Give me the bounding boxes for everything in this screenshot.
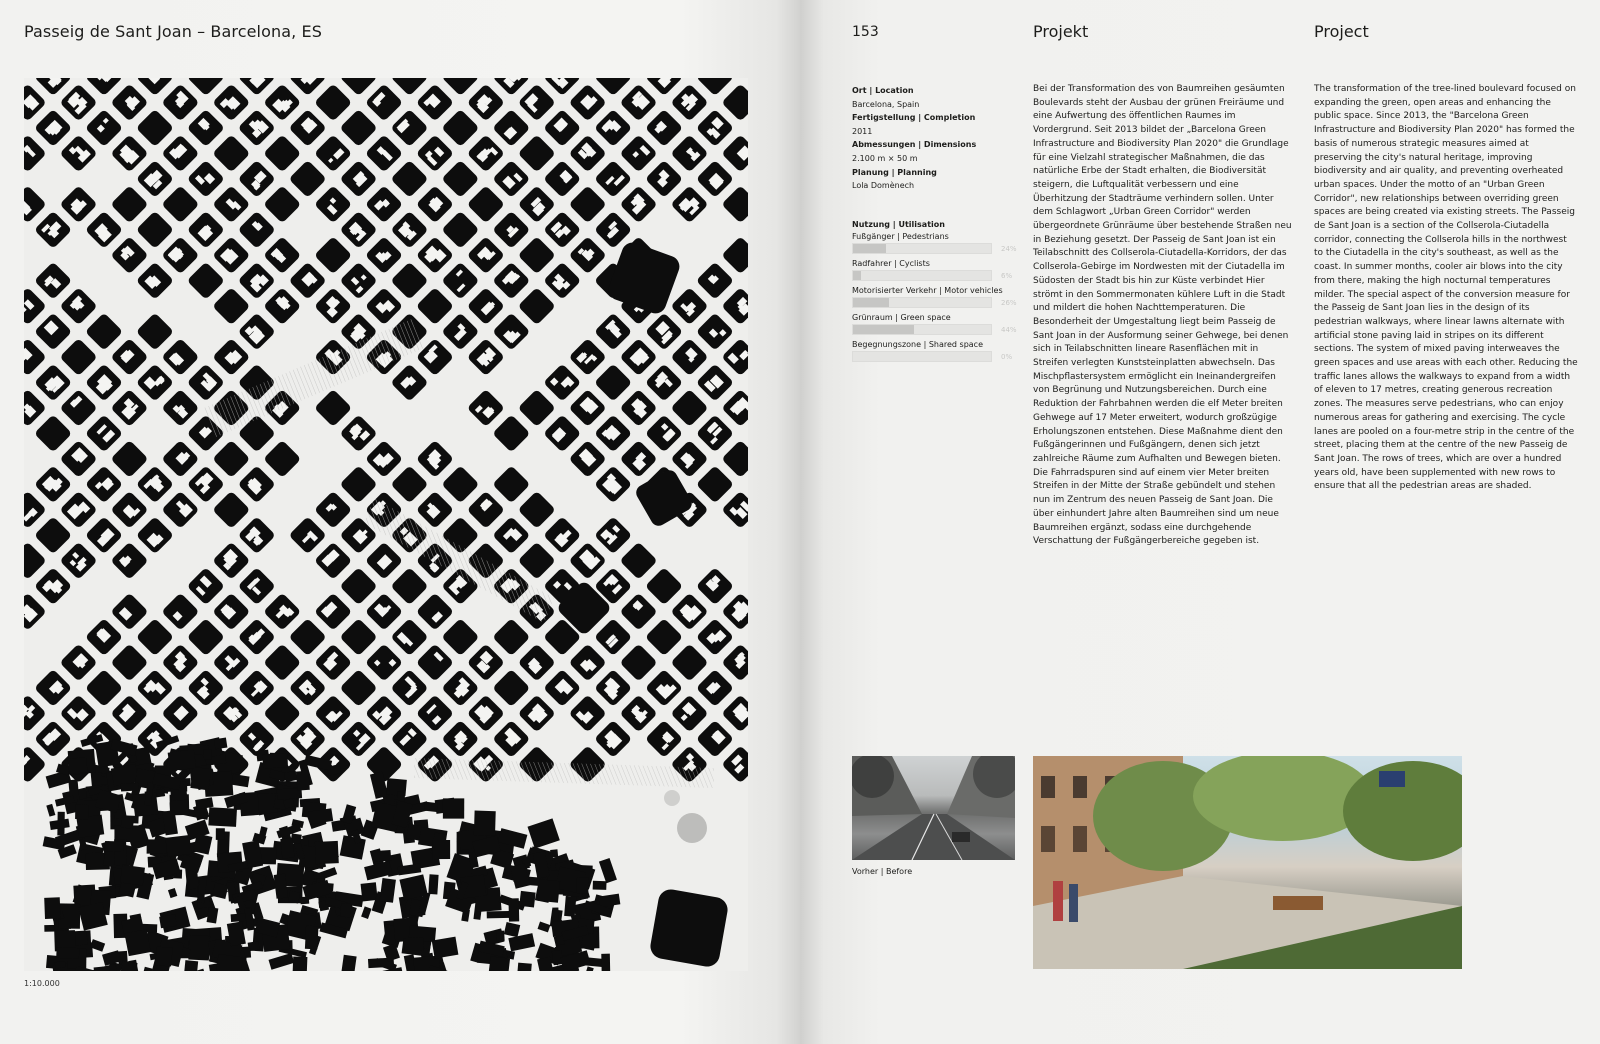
body-text-german: Bei der Transformation des von Baumreihen gesäumten Boulevards steht der Ausbau der grünen Freiräume und eine Aufwertung des öffentlichen Raumes im Vordergrund. Seit 2013 bildet der „Barcelona Green Infrastructure and Biodiversity Plan 2020" die Grundlage für eine Vielzahl strategischer Maßnahmen, die das natürliche Erbe der Stadt erhalten, die Biodiversität steigern, die Luftqualität verbessern und eine Überhitzung der Stadträume verhindern sollen. Unter dem Schlagwort „Urban Green Corridor" werden übergeordnete Grünräume über bestehende Straßen neu in Beziehung gesetzt. Der Passeig de Sant Joan ist ein Teilabschnitt des Collserola-Ciutadella-Korridors, der das Collserola-Gebirge im Nordwesten mit der Ciutadella im Südosten der Stadt bis hin zur Küste verbindet Hier strömt in den Sommermonaten kühlere Luft in die Stadt und mildert die hohen Nachttemperaturen. Die Besonderheit der Umgestaltung liegt beim Passeig de Sant Joan in der Ausformung seiner Gehwege, bei denen sich in Teilabschnitten lineare Rasenflächen mit in Streifen verlegten Kunststeinplatten abwechseln. Das Mischpflastersystem ermöglicht ein Ineinandergreifen von Begrünung und Nutzungsbereichen. Durch eine Reduktion der Fahrbahnen werden die elf Meter breiten Gehwege auf 17 Meter erweitert, wodurch großzügige Erholungszonen entstehen. Diese Maßnahme dient den Fußgängerinnen und Fußgängern, denen sich jetzt zahlreiche Räume zum Aufhalten und Bewegen bieten. Die Fahrradspuren sind auf einem vier Meter breiten Streifen in der Mitte der Straße gebündelt und stehen nun im Zentrum des neuen Passeig de Sant Joan. Die über einhundert Jahre alten Baumreihen sind um neue Baumreihen ergänzt, sodass eine durchgehende Verschattung der Fußgängerbereiche gegeben ist. bbox=[1033, 84, 1292, 547]
usage-bar-fill bbox=[853, 244, 886, 253]
usage-row-pedestrians: Fußgänger | Pedestrians 24% bbox=[852, 232, 1017, 253]
usage-bar: 26% bbox=[852, 297, 992, 308]
project-meta bbox=[852, 84, 1012, 193]
before-photo bbox=[852, 756, 1015, 860]
meta-planning: Planung | Planning Lola Domènech bbox=[852, 167, 937, 191]
usage-row-green-space: Grünraum | Green space 44% bbox=[852, 313, 1017, 334]
meta-completion: Fertigstellung | Completion 2011 bbox=[852, 113, 976, 136]
usage-bar-fill bbox=[853, 325, 914, 334]
meta-dimensions: Abmessungen | Dimensions 2.100 m × 50 m bbox=[852, 140, 977, 163]
page-title: Passeig de Sant Joan – Barcelona, ES bbox=[24, 22, 322, 41]
usage-bar: 24% bbox=[852, 243, 992, 254]
map-scale: 1:10.000 bbox=[24, 979, 60, 988]
heading-english: Project bbox=[1314, 22, 1369, 41]
usage-title: Nutzung | Utilisation bbox=[852, 220, 945, 229]
body-text-english: The transformation of the tree-lined boulevard focused on expanding the green, open areas and enhancing the public space. Since 2013, the "Barcelona Green Infrastructure and Biodiversity Plan 2020" has formed the basis of numerous strategic measures aimed at preserving the city's natural heritage, improving biodiversity and air quality, and preventing overheated urban spaces. Under the motto of an "Urban Green Corridor", new relationships between overriding green spaces are being created via existing streets. The Passeig de Sant Joan is a section of the Collserola-Ciutadella corridor, connecting the Collserola hills in the northwest to the Ciutadella in the city's southeast, as well as the coast. In summer months, cooler air blows into the city from there, making the high nocturnal temperatures milder. The special aspect of the conversion measure for the Passeig de Sant Joan lies in the design of its pedestrian walkways, where linear lawns alternate with artificial stone paving laid in stripes on its different sections. The system of mixed paving interweaves the green spaces and use areas with each other. Reducing the traffic lanes allows the walkways to expand from a width of eleven to 17 metres, creating generous recreation zones. The measures serve pedestrians, who can enjoy numerous areas for gathering and exercising. The cycle lanes are pooled on a four-metre strip in the centre of the street, placing them at the centre of the new Passeig de Sant Joan. The rows of trees, which are over a hundred years old, have been supplemented with new rows to ensure that all the pedestrian areas are shaded. bbox=[1314, 84, 1578, 492]
usage-bar: 6% bbox=[852, 270, 992, 281]
usage-bar: 0% bbox=[852, 351, 992, 362]
usage-row-cyclists: Radfahrer | Cyclists 6% bbox=[852, 259, 1013, 280]
usage-bar: 44% bbox=[852, 324, 992, 335]
usage-row-motor-vehicles: Motorisierter Verkehr | Motor vehicles 26% bbox=[852, 286, 1017, 307]
boulevard-photo bbox=[1033, 756, 1462, 969]
city-block-plan bbox=[24, 78, 748, 971]
page-number: 153 bbox=[852, 24, 879, 40]
usage-bar-fill bbox=[853, 298, 889, 307]
usage-chart bbox=[852, 220, 1020, 366]
usage-bar-fill bbox=[853, 271, 861, 280]
before-caption: Vorher | Before bbox=[852, 867, 913, 876]
figure-ground-map bbox=[24, 78, 748, 971]
meta-location: Ort | Location Barcelona, Spain bbox=[852, 86, 920, 109]
usage-row-shared-space: Begegnungszone | Shared space 0% bbox=[852, 340, 1013, 361]
heading-german: Projekt bbox=[1033, 22, 1089, 41]
